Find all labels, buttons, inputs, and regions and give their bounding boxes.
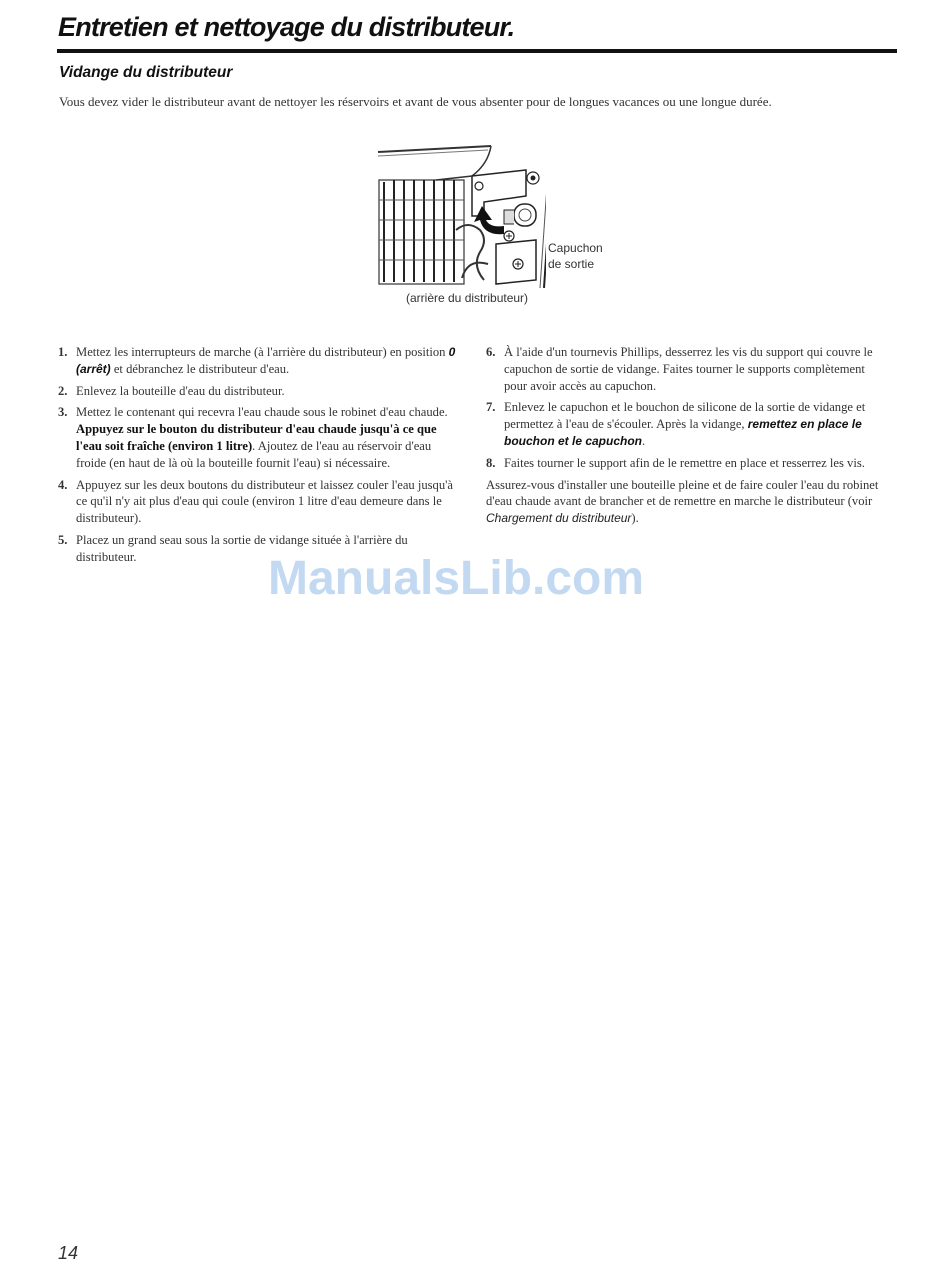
drain-cap-label-line2: de sortie (548, 257, 595, 271)
dispenser-back-illustration (376, 140, 626, 310)
list-item (486, 455, 886, 472)
page-title: Entretien et nettoyage du distributeur. (58, 12, 515, 42)
closing-paragraph (486, 477, 886, 527)
drain-cap-label-line1: Capuchon (548, 241, 603, 255)
step-text-part: et débranchez le distributeur d'eau. (110, 361, 290, 376)
title-divider (57, 49, 897, 53)
steps-column-right (486, 344, 886, 527)
drain-cap-diagram (376, 140, 546, 288)
step-number: 7. (486, 400, 496, 415)
closing-text-part: ). (631, 511, 639, 526)
closing-text-part: Assurez-vous d'installer une bouteille pleine et de faire couler l'eau du robinet d'eau chaude avant de brancher et de remettre en marche le distributeur (voir (486, 477, 879, 509)
steps-column-left (58, 344, 458, 571)
step-text (76, 344, 458, 378)
intro-paragraph: Vous devez vider le distributeur avant de nettoyer les réservoirs et avant de vous absenter pour de longues vacances ou une longue durée. (59, 94, 772, 109)
step-text (504, 399, 886, 449)
step-text: À l'aide d'un tournevis Phillips, desserrez les vis du support qui couvre le capuchon de sortie de vidange. Faites tourner le supports complètement pour avoir accès au capuchon. (504, 345, 873, 393)
list-item (486, 344, 886, 394)
step-number: 1. (58, 345, 68, 359)
step-number: 8. (486, 455, 496, 470)
step-text: Appuyez sur les deux boutons du distributeur et laissez couler l'eau jusqu'à ce qu'il n'y ait plus d'eau qui coule (environ 1 litre d'eau demeure dans le distributeur). (76, 477, 454, 526)
list-item (486, 399, 886, 449)
drain-cap-label (548, 240, 603, 272)
step-text-part: Enlevez le capuchon et le bouchon de silicone de la sortie de vidange et permettez à l'eau de s'écouler. Après la vidange, (504, 400, 866, 432)
list-item (58, 404, 458, 471)
step-text-part: Mettez les interrupteurs de marche (à l'arrière du distributeur) en position (76, 345, 449, 359)
figure-caption: (arrière du distributeur) (406, 291, 529, 305)
step-text-part: Mettez le contenant qui recevra l'eau chaude sous le robinet d'eau chaude. (76, 405, 448, 420)
step-number: 3. (58, 405, 68, 420)
list-item (58, 344, 458, 378)
step-number: 2. (58, 383, 68, 398)
step-number: 5. (58, 532, 68, 547)
page-number: 14 (58, 1243, 79, 1263)
step-text: Faites tourner le support afin de le remettre en place et resserrez les vis. (504, 455, 865, 470)
bold-instruction: Appuyez sur le bouton du distributeur d'eau chaude jusqu'à ce que l'eau soit fraîche (environ 1 litre) (76, 422, 437, 453)
off-position-emphasis: 0 (arrêt) (76, 345, 456, 376)
section-heading: Vidange du distributeur (59, 64, 233, 81)
step-number: 4. (58, 477, 68, 492)
watermark: ManualsLib.com (268, 552, 645, 605)
step-text: Placez un grand seau sous la sortie de vidange située à l'arrière du distributeur. (76, 532, 408, 564)
list-item (58, 383, 458, 400)
step-text (76, 404, 458, 471)
step-text-part: . Ajoutez de l'eau au réservoir d'eau froide (en haut de là où la bouteille fournit l'eau) si nécessaire. (76, 438, 432, 470)
step-number: 6. (486, 345, 496, 359)
cross-reference-link: Chargement du distributeur (486, 511, 632, 526)
replace-cap-emphasis: remettez en place le bouchon et le capuchon (504, 417, 862, 448)
step-text-part: . (642, 433, 646, 448)
list-item (58, 477, 458, 527)
step-text: Enlevez la bouteille d'eau du distributeur. (76, 383, 285, 398)
